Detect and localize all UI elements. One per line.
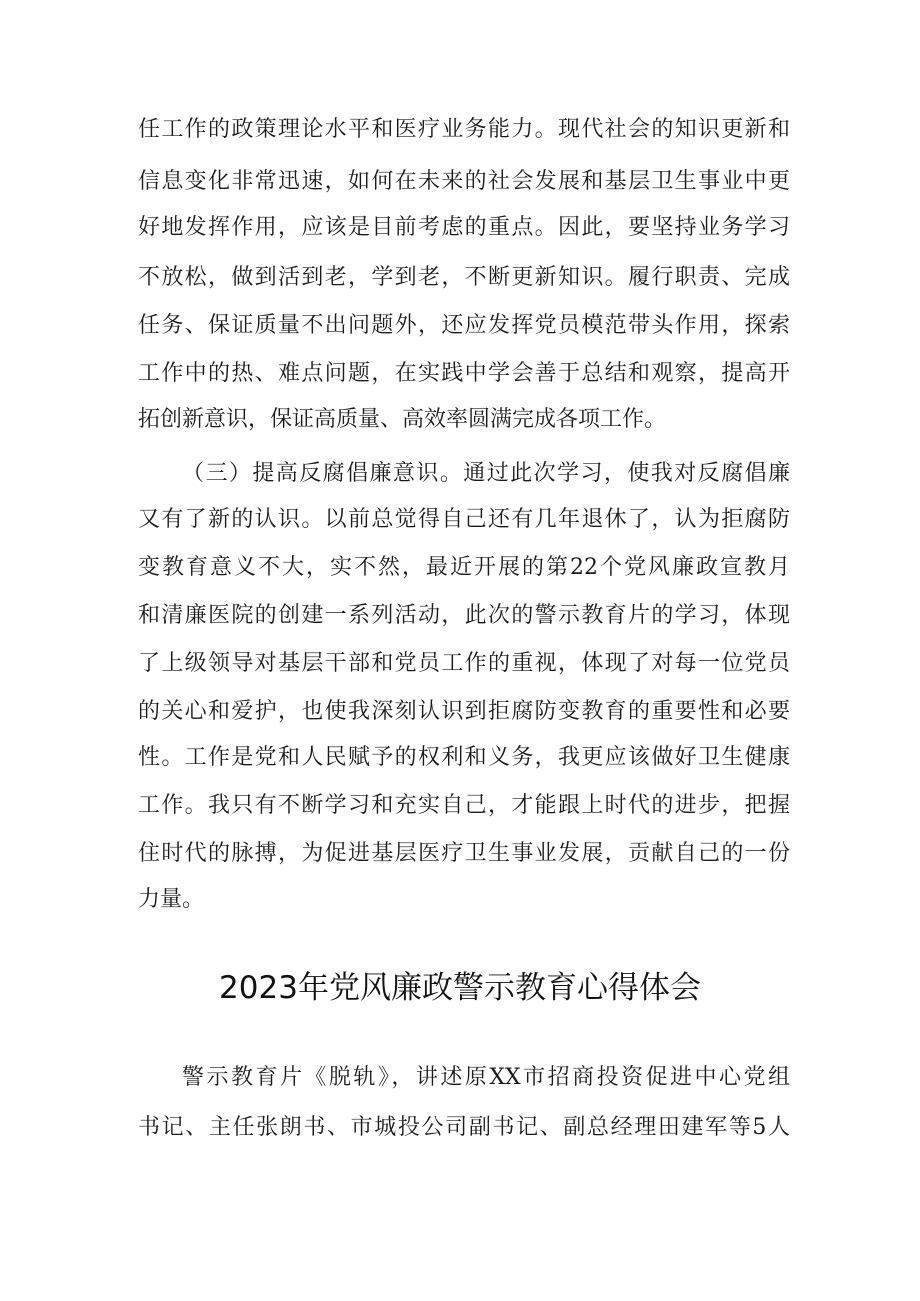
- text-line: 工作中的热、难点问题，在实践中学会善于总结和观察，提高开: [138, 361, 790, 386]
- text-line: 又有了新的认识。以前总觉得自己还有几年退休了，认为拒腐防: [138, 507, 790, 532]
- text-line: 书记、主任张朗书、市城投公司副书记、副总经理田建军等5人: [138, 1115, 790, 1140]
- text-line: 住时代的脉搏，为促进基层医疗卫生事业发展，贡献自己的一份: [138, 841, 790, 866]
- text-line: 任工作的政策理论水平和医疗业务能力。现代社会的知识更新和: [138, 117, 790, 142]
- text-line: 不放松，做到活到老，学到老，不断更新知识。履行职责、完成: [138, 265, 790, 290]
- text-line: 拓创新意识，保证高质量、高效率圆满完成各项工作。: [138, 407, 667, 432]
- text-line: 任务、保证质量不出问题外，还应发挥党员模范带头作用，探索: [138, 313, 790, 338]
- text-line: 好地发挥作用，应该是目前考虑的重点。因此，要坚持业务学习: [138, 215, 790, 240]
- text-line: 的关心和爱护，也使我深刻认识到拒腐防变教育的重要性和必要: [138, 699, 790, 724]
- text-line: 力量。: [138, 887, 205, 912]
- text-line: 工作。我只有不断学习和充实自己，才能跟上时代的进步，把握: [138, 793, 790, 818]
- section-title: 2023年党风廉政警示教育心得体会: [219, 970, 701, 1006]
- text-line: 了上级领导对基层干部和党员工作的重视，体现了对每一位党员: [138, 651, 790, 676]
- text-line: 性。工作是党和人民赋予的权利和义务，我更应该做好卫生健康: [138, 745, 790, 770]
- text-line: 和清廉医院的创建一系列活动，此次的警示教育片的学习，体现: [138, 603, 790, 628]
- text-line: 信息变化非常迅速，如何在未来的社会发展和基层卫生事业中更: [138, 169, 790, 194]
- text-line: 警示教育片《脱轨》，讲述原XX市招商投资促进中心党组: [182, 1065, 790, 1090]
- text-line: （三）提高反腐倡廉意识。通过此次学习，使我对反腐倡廉: [182, 461, 790, 486]
- text-line: 变教育意义不大，实不然，最近开展的第22个党风廉政宣教月: [138, 555, 790, 580]
